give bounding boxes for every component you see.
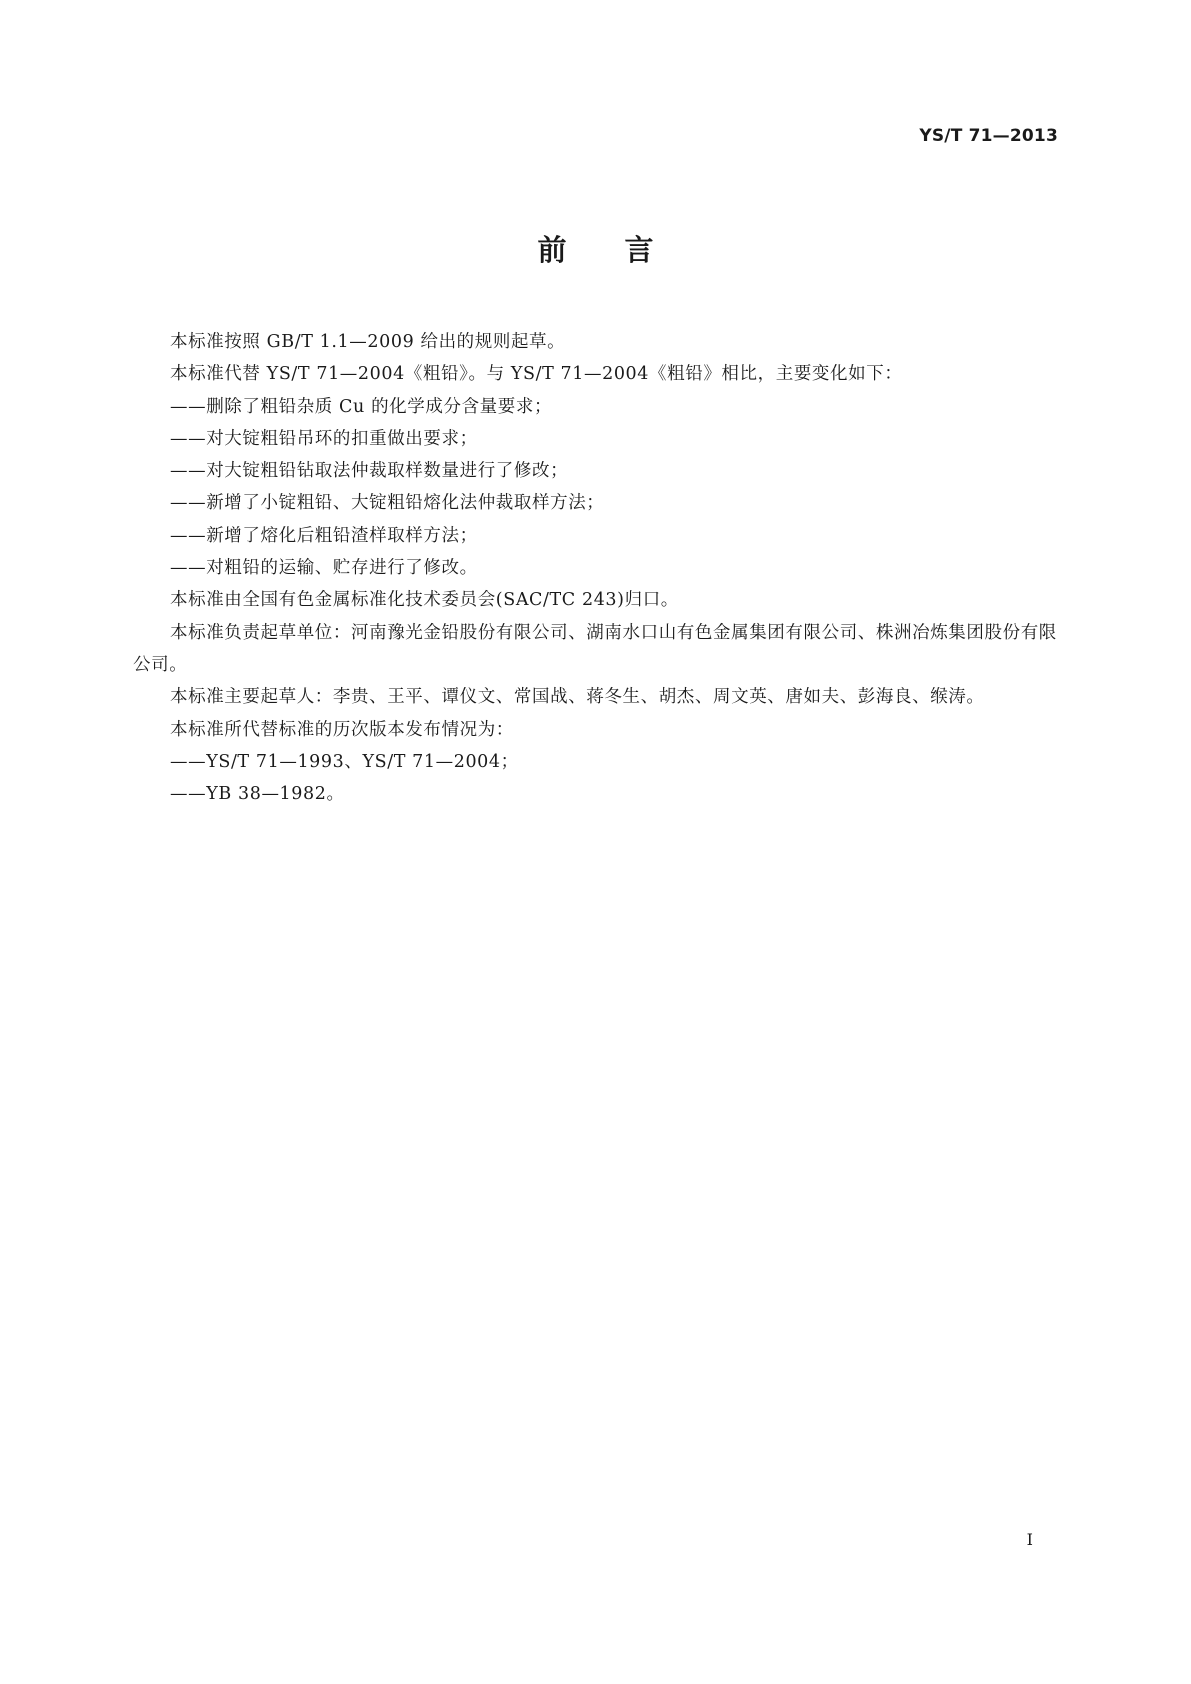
list-item: ——新增了小锭粗铅、大锭粗铅熔化法仲裁取样方法； (170, 493, 605, 514)
list-item: ——对粗铅的运输、贮存进行了修改。 (170, 558, 478, 579)
list-item: ——YS/T 71—1993、YS/T 71—2004； (170, 751, 519, 772)
page-title: 前言 (537, 233, 712, 267)
foreword-body (133, 326, 1058, 810)
paragraph-version-history: 本标准所代替标准的历次版本发布情况为： (170, 719, 514, 740)
page-number: I (1026, 1530, 1033, 1549)
paragraph-drafters: 本标准主要起草人：李贵、王平、谭仪文、常国战、蒋冬生、胡杰、周文英、唐如夫、彭海良、缑涛。 (170, 687, 985, 708)
paragraph-committee: 本标准由全国有色金属标准化技术委员会(SAC/TC 243)归口。 (170, 590, 679, 611)
list-item: ——YB 38—1982。 (170, 784, 345, 805)
paragraph-replacement: 本标准代替 YS/T 71—2004《粗铅》。与 YS/T 71—2004《粗铅》相比，主要变化如下： (170, 364, 903, 385)
paragraph-drafting-rules: 本标准按照 GB/T 1.1—2009 给出的规则起草。 (170, 332, 566, 352)
list-item: ——对大锭粗铅钻取法仲裁取样数量进行了修改； (170, 461, 569, 482)
paragraph-drafting-units: 本标准负责起草单位：河南豫光金铅股份有限公司、湖南水口山有色金属集团有限公司、株洲冶炼集团股份有限公司。 (133, 622, 1057, 675)
list-item: ——对大锭粗铅吊环的扣重做出要求； (170, 428, 478, 449)
list-item: ——新增了熔化后粗铅渣样取样方法； (170, 525, 478, 546)
standard-number: YS/T 71—2013 (919, 126, 1058, 146)
list-item: ——删除了粗铅杂质 Cu 的化学成分含量要求； (170, 396, 553, 417)
